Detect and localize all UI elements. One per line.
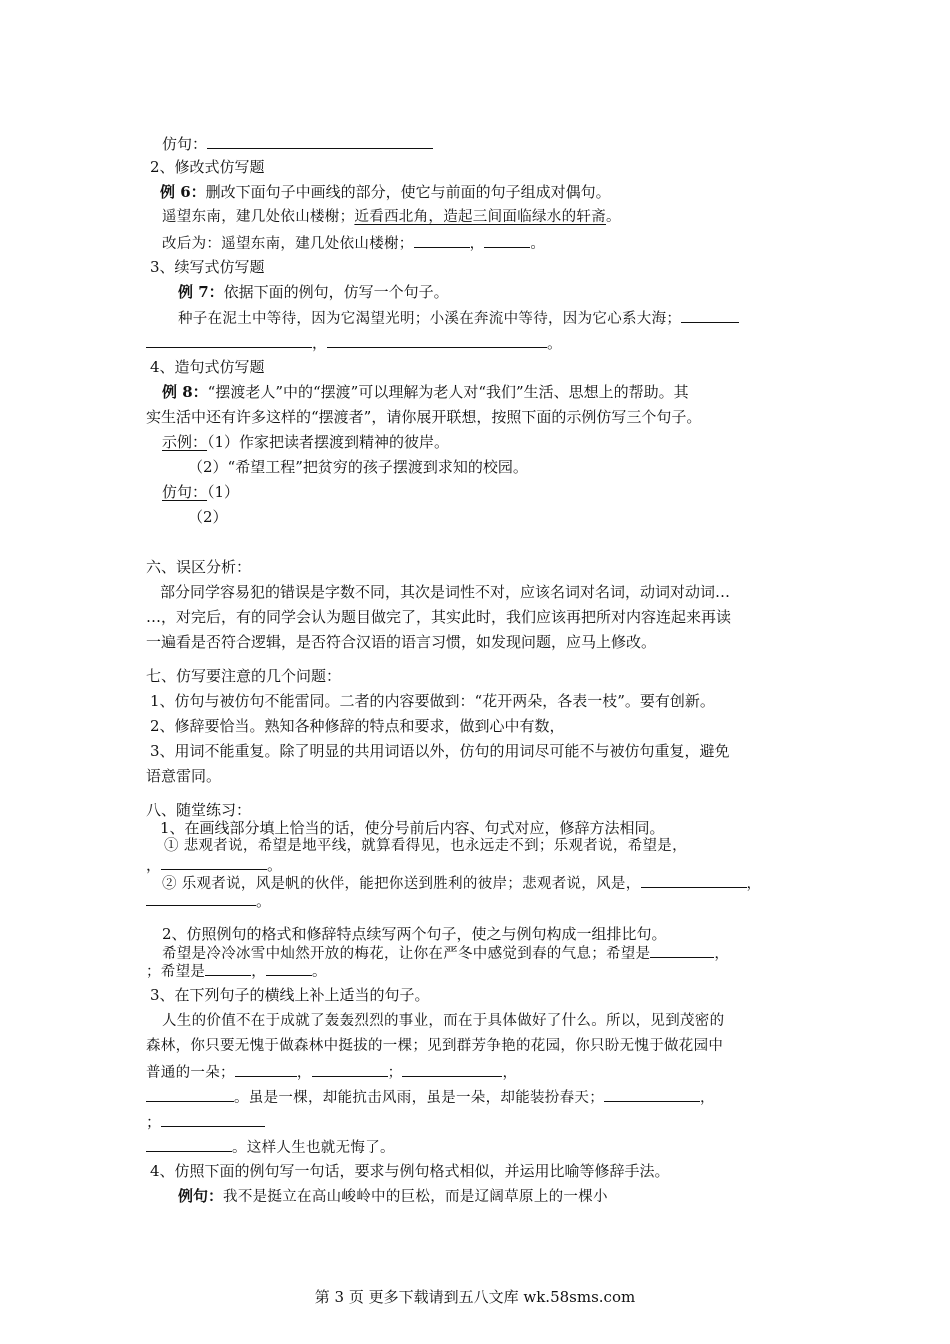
answer-line [146,890,271,911]
section-heading: 4、造句式仿写题 [150,358,265,376]
example-prompt [160,182,611,202]
sample-label: 示例： [162,433,208,451]
sentence-part: ， [251,964,267,980]
sentence-part: 普通的一朵； [146,1065,235,1081]
fill-blank[interactable] [681,307,739,323]
example-label: 例句： [178,1187,224,1205]
sentence-part: ② 乐观者说，风是帆的伙伴，能把你送到胜利的彼岸；悲观者说，风是， [162,876,641,892]
exercise-sentence [146,1061,517,1083]
exercise-sentence: 人生的价值不在于成就了轰轰烈烈的事业，而在于具体做好了什么。所以，见到茂密的 [162,1013,725,1029]
revised-sentence [162,232,545,254]
fill-blank[interactable] [327,332,547,348]
body-text: …，对完后，有的同学会认为题目做完了，其实此时，我们应该再把所对内容连起来再读 [146,608,732,626]
fill-blank[interactable] [484,232,530,248]
sample-text: （1）作家把读者摆渡到精神的彼岸。 [207,433,450,451]
page-footer: 第 3 页 更多下载请到五八文库 wk.58sms.com [314,1288,636,1306]
sentence-part: ； [387,1065,403,1081]
fill-blank[interactable] [414,232,470,248]
fill-blank[interactable] [650,942,714,958]
fill-blank[interactable] [146,1086,234,1102]
sentence-part: 。 [312,964,327,980]
body-text: 2、修辞要恰当。熟知各种修辞的特点和要求，做到心中有数， [150,717,565,735]
sentence-part: ， [469,236,485,252]
sentence-part: 遥望东南，建几处依山楼榭； [162,209,355,225]
example-label: 例 7： [178,283,224,301]
body-text: 语意雷同。 [146,767,222,785]
imitation-answer-line [162,133,433,154]
exercise-sentence [146,1086,715,1108]
example-text: 删改下面句子中画线的部分，使它与前面的句子组成对偶句。 [205,183,611,201]
exercise-sentence [146,960,327,982]
sentence-part: ， [146,856,162,874]
section-heading: 2、修改式仿写题 [150,158,265,176]
sentence-part: 。虽是一棵，却能抗击风雨，虽是一朵，却能装扮春天； [234,1090,604,1106]
example-label: 例 8： [162,383,208,401]
example-text: “摆渡老人”中的“摆渡”可以理解为老人对“我们”生活、思想上的帮助。其 [207,383,689,401]
sentence-part: 。 [256,892,272,910]
sentence-part: 改后为：遥望东南，建几处依山楼榭； [162,236,414,252]
body-text: 实生活中还有许多这样的“摆渡者”，请你展开联想，按照下面的示例仿写三个句子。 [146,408,702,426]
section-heading: 3、续写式仿写题 [150,258,265,276]
fill-blank[interactable] [641,872,747,888]
fill-blank[interactable] [161,854,267,870]
fill-blank[interactable] [207,133,433,149]
example-prompt [178,1186,608,1207]
fill-blank[interactable] [402,1061,502,1077]
example-prompt [162,382,689,402]
sample-line [162,432,449,452]
example-prompt [178,282,449,302]
imitation-number: （1） [207,483,240,501]
sentence-part: ， [296,1065,312,1081]
sample-line: （2）“希望工程”把贫穷的孩子摆渡到求知的校园。 [188,458,528,476]
answer-line [146,1111,265,1132]
fill-blank[interactable] [161,1111,265,1127]
imitation-label: 仿句： [162,483,208,501]
fill-blank[interactable] [312,1061,388,1077]
fill-blank[interactable] [205,960,251,976]
sentence-part: ； [146,1113,162,1131]
sentence-part: 希望是冷冷冰雪中灿然开放的梅花，让你在严冬中感觉到春的气息；希望是 [162,946,651,962]
label-text: 仿句： [162,135,208,153]
answer-line [146,332,562,353]
sentence-part: ；希望是 [146,964,206,980]
exercise-sentence: ① 悲观者说，希望是地平线，就算看得见，也永远走不到；乐观者说，希望是， [164,838,687,854]
body-text: 3、用词不能重复。除了明显的共用词语以外，仿句的用词尽可能不与被仿句重复，避免 [150,742,730,760]
exercise-prompt: 2、仿照例句的格式和修辞特点续写两个句子，使之与例句构成一组排比句。 [162,925,667,943]
sentence-part: ， [700,1090,715,1106]
underlined-part: 近看西北角，造起三间面临绿水的轩斋 [354,209,607,225]
exercise-prompt: 3、在下列句子的横线上补上适当的句子。 [150,986,430,1004]
exercise-prompt: 1、在画线部分填上恰当的话，使分号前后内容、句式对应，修辞方法相同。 [160,819,665,837]
sentence-part: ， [714,946,730,962]
fill-blank[interactable] [604,1086,700,1102]
fill-blank[interactable] [266,960,312,976]
sentence-part: ， [312,334,328,352]
section-heading: 六、误区分析： [146,558,252,576]
section-heading: 八、随堂练习： [146,801,252,819]
exercise-prompt: 4、仿照下面的例句写一句话，要求与例句格式相似，并运用比喻等修辞手法。 [150,1162,670,1180]
example-text: 依据下面的例句，仿写一个句子。 [223,283,449,301]
sentence-part: 。 [267,856,283,874]
fill-blank[interactable] [146,332,312,348]
imitation-line [162,482,239,502]
exercise-sentence [146,1136,395,1158]
example-label: 例 6： [160,183,206,201]
body-text: 一遍看是否符合逻辑，是否符合汉语的语言习惯，如发现问题，应马上修改。 [146,633,657,651]
sentence-part: 。 [530,236,546,252]
fill-blank[interactable] [235,1061,297,1077]
fill-blank[interactable] [146,1136,232,1152]
example-sentence [162,207,621,227]
sentence-part: ， [502,1065,518,1081]
sentence-part: 。这样人生也就无悔了。 [232,1140,395,1156]
example-sentence [178,307,739,329]
exercise-sentence: 森林，你只要无愧于做森林中挺拔的一棵；见到群芳争艳的花园，你只盼无愧于做花园中 [146,1038,724,1054]
sentence-part: ， [746,876,762,892]
imitation-number: （2） [188,508,228,526]
example-text: 我不是挺立在高山峻岭中的巨松，而是辽阔草原上的一棵小 [223,1189,608,1205]
sentence-part: 种子在泥土中等待，因为它渴望光明；小溪在奔流中等待，因为它心系大海； [178,311,682,327]
fill-blank[interactable] [146,890,256,906]
section-heading: 七、仿写要注意的几个问题： [146,667,342,685]
body-text: 部分同学容易犯的错误是字数不同，其次是词性不对，应该名词对名词，动词对动词… [160,583,731,601]
sentence-part: 。 [606,209,621,225]
body-text: 1、仿句与被仿句不能雷同。二者的内容要做到：“花开两朵，各表一枝”。要有创新。 [150,692,715,710]
sentence-part: 。 [547,334,563,352]
